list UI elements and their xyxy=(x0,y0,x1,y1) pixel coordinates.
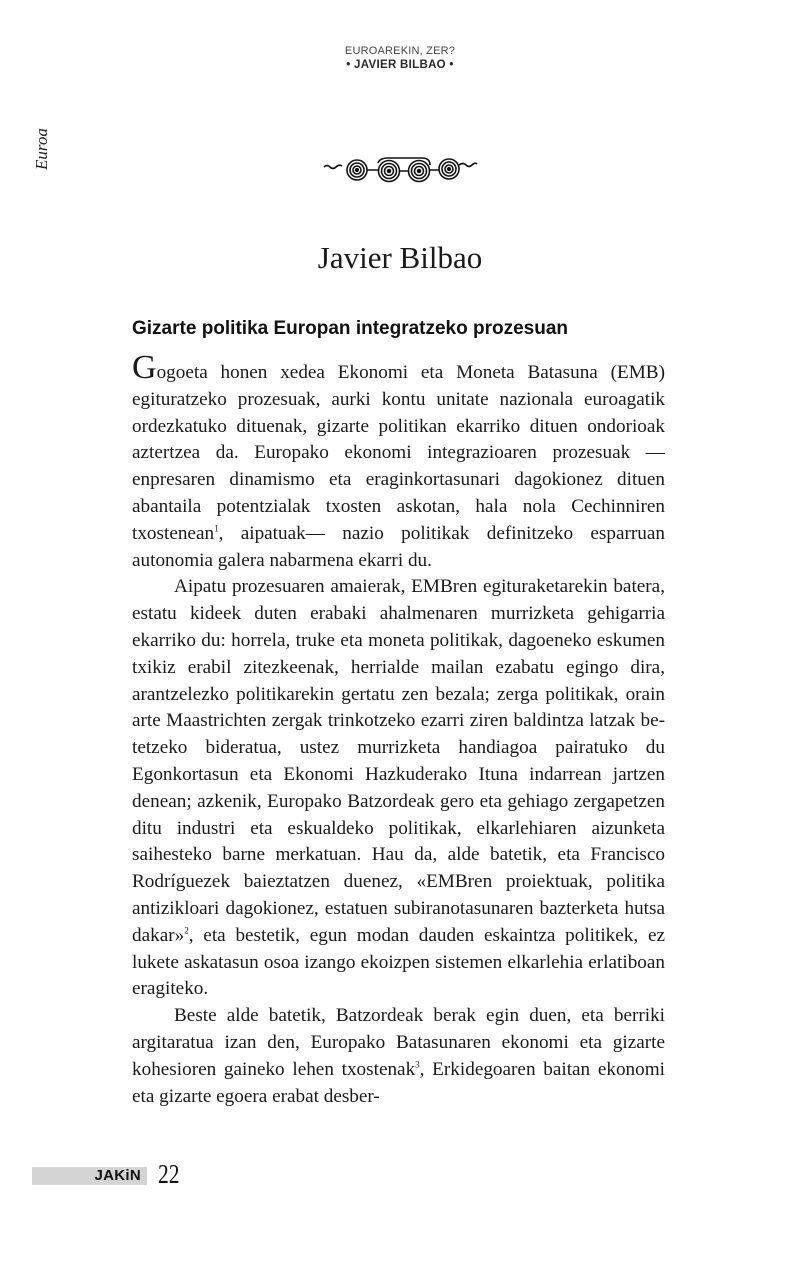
article-body xyxy=(132,349,665,1110)
running-head-author: • JAVIER BILBAO • xyxy=(346,59,454,71)
section-side-label xyxy=(30,118,54,178)
paragraph-3: Beste alde batetik, Batzordeak berak egin duen, eta berriki argitaratua izan den, Europako Batasunaren ekonomi eta gizarte kohesioren gaineko lehen txostenak$^3$, Erkidegoaren baitan ekonomi eta gizarte egoera erabat desber- xyxy=(132,1005,665,1107)
drop-cap: G xyxy=(132,349,157,386)
running-head-series: EUROAREKIN, ZER? xyxy=(344,45,456,57)
footnote-ref-1[interactable]: 1 xyxy=(214,523,219,534)
footnote-ref-3[interactable]: 3 xyxy=(415,1059,420,1070)
running-head xyxy=(0,44,800,72)
article-title: Javier Bilbao xyxy=(317,240,483,275)
section-heading: Gizarte politika Europan integratzeko prozesuan xyxy=(132,318,569,339)
paragraph-1: Gogoeta honen xedea Ekonomi eta Moneta Batasuna (EMB) egituratzeko prozesuak, aurki kontu unitate nazionala euroagatik ordezkatuko dituenak, gizarte politikan ekarriko dituen ondorioak aztertzea da. Europako ekonomi integrazioaren prozesuak —enpresaren dinamismo eta eraginkortasunari dagokionez dituen abantaila potentzialak txosten askotan, hala nola Cechinniren txostenean$^1$, aipatuak— nazio politikak definitzeko esparruan autonomia galera nabarmena ekarri du. xyxy=(132,349,665,571)
footnote-ref-2[interactable]: 2 xyxy=(184,925,189,936)
page-number: 22 xyxy=(158,1159,180,1189)
spiral-ornament-icon xyxy=(322,153,478,187)
journal-name: JAKiN xyxy=(94,1167,141,1184)
side-label-text: Euroa xyxy=(32,128,51,170)
paragraph-2: Aipatu prozesuaren amaierak, EMBren egituraketarekin batera, estatu kideek duten erabaki ahalmenaren murrizketa gehigarria ekarriko du: horrela, truke eta moneta politikak, dagoeneko eskumen txikiz erabil zitezkeenak, herrialde mailan ezabatu egingo dira, arantzelezko politikarekin gertatu zen bezala; zerga politikak, orain arte Maastrichten zergak trinkotzeko ezarri ziren baldintza latzak betetzeko bideratua, ustez murrizketa handiagoa pairatuko du Egonkortasun eta Ekonomi Hazkuderako Ituna indarrean jartzen denean; azkenik, Europako Batzordeak gero eta gehiago zergapetzen ditu industri eta eskualdeko politikak, elkarlehiaren aizunketa saihesteko barne merkatuan. Hau da, alde batetik, eta Francisco Rodríguezek baieztatzen duenez, «EMBren proiektuak, politika antizikloari dagokionez, estatuen subiranotasunaren bazterketa hutsa dakar»$^2$, eta bestetik, egun modan dauden eskaintza politikek, ez lukete askatasun osoa izango ekoizpen sistemen elkarlehia erlatiboan eragiteko. xyxy=(132,576,665,1000)
journal-bar xyxy=(32,1167,147,1185)
